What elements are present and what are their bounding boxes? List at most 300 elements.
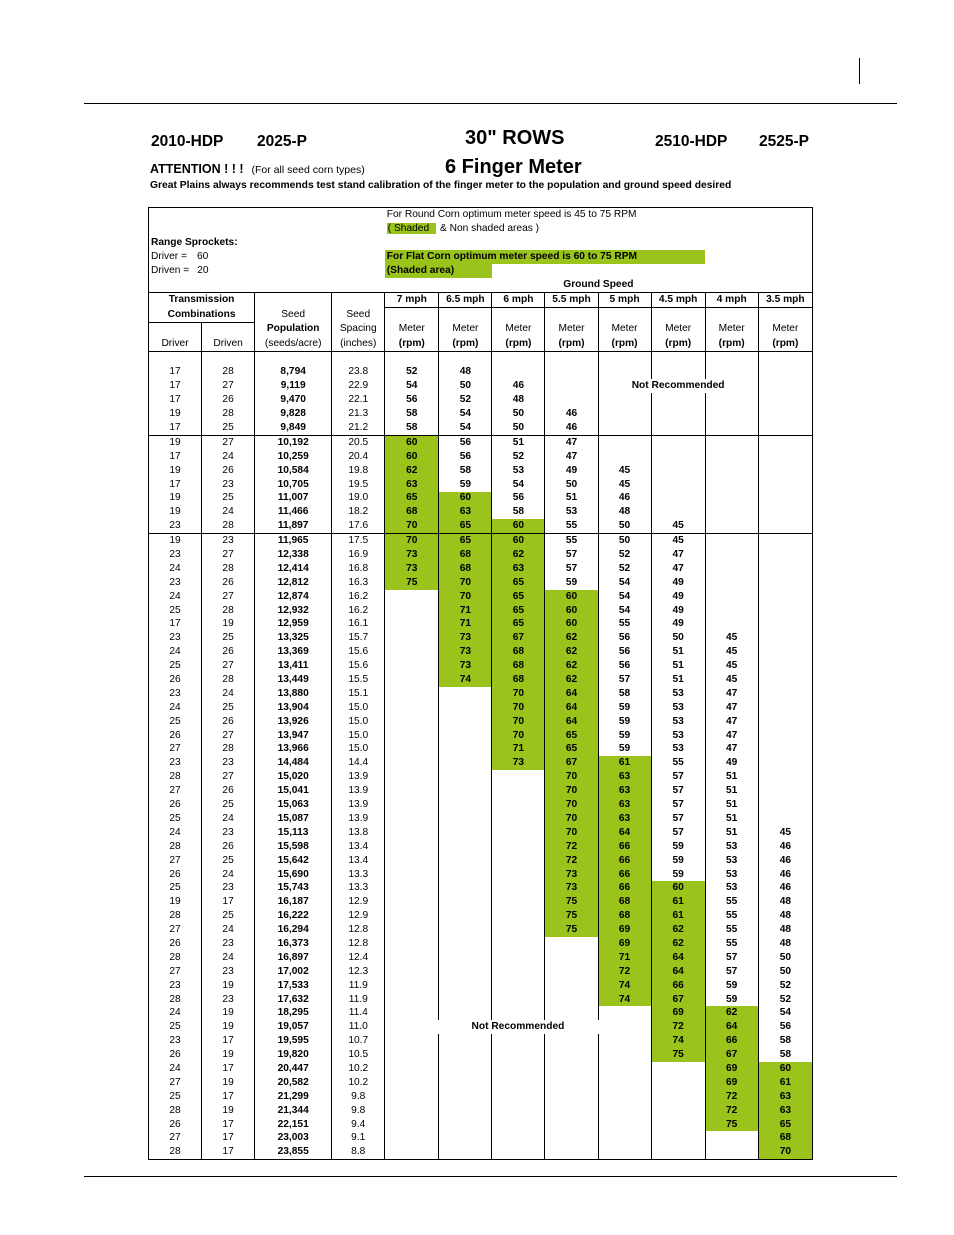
rpm-cell xyxy=(492,366,545,380)
driven-cell: 17 xyxy=(202,895,255,909)
table-row xyxy=(149,784,813,798)
driven-cell: 23 xyxy=(202,534,255,548)
driven-cell: 27 xyxy=(202,548,255,562)
population-cell: 10,705 xyxy=(255,478,332,492)
rpm-cell xyxy=(439,909,492,923)
rpm-cell: 59 xyxy=(545,576,598,590)
rpm-cell xyxy=(439,1062,492,1076)
rpm-cell xyxy=(385,1118,439,1132)
rpm-header: (rpm) xyxy=(545,337,598,352)
rpm-cell xyxy=(439,1048,492,1062)
rpm-cell: 52 xyxy=(758,993,812,1007)
population-cell: 15,113 xyxy=(255,826,332,840)
population-cell: 16,373 xyxy=(255,937,332,951)
driver-cell: 26 xyxy=(149,1118,202,1132)
driven-cell: 17 xyxy=(202,1118,255,1132)
spacing-cell: 16.8 xyxy=(332,562,385,576)
rpm-cell xyxy=(758,673,812,687)
rpm-cell xyxy=(758,366,812,380)
rpm-cell: 56 xyxy=(439,450,492,464)
spacing-cell: 12.3 xyxy=(332,965,385,979)
table-row xyxy=(149,1090,813,1104)
rpm-cell: 54 xyxy=(598,576,651,590)
rpm-cell xyxy=(385,909,439,923)
driven-cell: 23 xyxy=(202,756,255,770)
rpm-cell xyxy=(545,1118,598,1132)
info-blank xyxy=(385,236,813,250)
rpm-cell xyxy=(439,798,492,812)
rpm-cell: 62 xyxy=(385,464,439,478)
rpm-cell xyxy=(598,366,651,380)
rpm-cell xyxy=(651,421,705,435)
rpm-cell: 48 xyxy=(598,505,651,519)
info-blank xyxy=(149,222,385,236)
population-cell: 12,812 xyxy=(255,576,332,590)
rpm-cell xyxy=(651,393,705,407)
rpm-cell xyxy=(545,393,598,407)
rpm-cell: 64 xyxy=(545,701,598,715)
rpm-cell xyxy=(545,993,598,1007)
rpm-cell: 64 xyxy=(598,826,651,840)
rpm-cell: 59 xyxy=(598,715,651,729)
table-row xyxy=(149,464,813,478)
rpm-cell xyxy=(385,951,439,965)
spacing-cell: 15.0 xyxy=(332,743,385,757)
table-row xyxy=(149,798,813,812)
rpm-cell xyxy=(651,366,705,380)
spacing-cell: 10.2 xyxy=(332,1062,385,1076)
page-subtitle: 6 Finger Meter xyxy=(445,156,582,178)
meter-header: Meter xyxy=(598,322,651,337)
rpm-cell: 70 xyxy=(492,701,545,715)
rpm-cell: 62 xyxy=(545,659,598,673)
spacing-cell: 13.9 xyxy=(332,784,385,798)
driver-cell: 26 xyxy=(149,868,202,882)
rpm-cell xyxy=(439,812,492,826)
table-body xyxy=(149,208,813,1160)
rpm-cell: 72 xyxy=(705,1090,758,1104)
rpm-cell: 51 xyxy=(545,492,598,506)
ground-speed-label: Ground Speed xyxy=(385,278,813,293)
speed-header-3-5: 3.5 mph xyxy=(758,293,812,308)
driven-cell: 26 xyxy=(202,715,255,729)
table-row xyxy=(149,505,813,519)
driven-cell: 19 xyxy=(202,979,255,993)
population-header: Population xyxy=(255,322,332,337)
population-cell: 17,002 xyxy=(255,965,332,979)
speed-header-5-5: 5.5 mph xyxy=(545,293,598,308)
driver-cell: 24 xyxy=(149,701,202,715)
driven-cell: 17 xyxy=(202,1131,255,1145)
rpm-cell: 74 xyxy=(598,993,651,1007)
combinations-header: Combinations xyxy=(149,308,255,323)
rpm-cell: 59 xyxy=(705,979,758,993)
rpm-cell xyxy=(651,478,705,492)
population-cell: 11,897 xyxy=(255,519,332,533)
rpm-cell xyxy=(492,840,545,854)
driver-cell: 27 xyxy=(149,854,202,868)
table-row xyxy=(149,576,813,590)
footer-rule xyxy=(84,1176,897,1177)
rpm-cell xyxy=(545,1062,598,1076)
rpm-cell xyxy=(758,421,812,435)
rpm-cell xyxy=(705,435,758,449)
rpm-cell xyxy=(439,715,492,729)
rpm-cell xyxy=(545,1034,598,1048)
table-row xyxy=(149,421,813,435)
meter-header: Meter xyxy=(492,322,545,337)
rpm-cell: 52 xyxy=(492,450,545,464)
rpm-cell: 65 xyxy=(439,534,492,548)
header-blank xyxy=(332,293,385,308)
spacing-cell: 16.1 xyxy=(332,618,385,632)
rpm-cell xyxy=(598,1062,651,1076)
rpm-cell xyxy=(492,770,545,784)
driven-cell: 28 xyxy=(202,407,255,421)
rpm-cell: 54 xyxy=(385,379,439,393)
rpm-cell: 50 xyxy=(598,534,651,548)
rpm-cell: 54 xyxy=(598,604,651,618)
rpm-cell: 53 xyxy=(705,840,758,854)
rpm-cell: 65 xyxy=(492,576,545,590)
rpm-cell: 53 xyxy=(651,701,705,715)
rpm-cell xyxy=(492,812,545,826)
population-cell: 21,344 xyxy=(255,1104,332,1118)
rpm-cell: 51 xyxy=(651,673,705,687)
rpm-cell: 57 xyxy=(651,770,705,784)
rpm-cell: 71 xyxy=(439,604,492,618)
driver-cell: 24 xyxy=(149,645,202,659)
rpm-cell xyxy=(598,421,651,435)
table-row xyxy=(149,478,813,492)
rpm-cell: 50 xyxy=(439,379,492,393)
population-cell: 23,855 xyxy=(255,1145,332,1159)
rpm-cell: 54 xyxy=(758,1006,812,1020)
spacing-cell: 13.3 xyxy=(332,881,385,895)
speed-header-6-5: 6.5 mph xyxy=(439,293,492,308)
rpm-header: (rpm) xyxy=(651,337,705,352)
info-blank xyxy=(149,278,385,293)
range-sprockets-label: Range Sprockets: xyxy=(149,236,385,250)
rpm-cell: 75 xyxy=(545,923,598,937)
rpm-cell xyxy=(758,435,812,449)
population-cell: 15,020 xyxy=(255,770,332,784)
rpm-cell: 64 xyxy=(545,715,598,729)
rpm-cell xyxy=(439,1076,492,1090)
rpm-cell xyxy=(758,756,812,770)
info-blank xyxy=(705,250,812,264)
table-row xyxy=(149,729,813,743)
rpm-cell: 73 xyxy=(439,659,492,673)
rpm-cell: 53 xyxy=(651,715,705,729)
rpm-cell xyxy=(598,1104,651,1118)
rpm-cell xyxy=(758,784,812,798)
driver-cell: 27 xyxy=(149,1131,202,1145)
rpm-cell: 68 xyxy=(385,505,439,519)
population-cell: 22,151 xyxy=(255,1118,332,1132)
spacing-cell: 12.9 xyxy=(332,895,385,909)
rpm-cell xyxy=(758,534,812,548)
speed-header-4: 4 mph xyxy=(705,293,758,308)
rpm-cell: 46 xyxy=(758,854,812,868)
rpm-cell: 46 xyxy=(492,379,545,393)
rpm-cell xyxy=(705,534,758,548)
rpm-cell xyxy=(492,979,545,993)
rpm-cell: 63 xyxy=(598,798,651,812)
spacing-cell: 15.0 xyxy=(332,715,385,729)
rpm-cell xyxy=(598,1006,651,1020)
rpm-cell xyxy=(439,1090,492,1104)
rpm-cell: 62 xyxy=(492,548,545,562)
driver-cell: 19 xyxy=(149,895,202,909)
rpm-cell: 72 xyxy=(705,1104,758,1118)
rpm-cell xyxy=(598,1048,651,1062)
rpm-cell xyxy=(492,965,545,979)
rpm-cell: 48 xyxy=(758,909,812,923)
rpm-cell: 50 xyxy=(651,631,705,645)
rpm-cell: 73 xyxy=(385,562,439,576)
population-cell: 19,595 xyxy=(255,1034,332,1048)
rpm-cell xyxy=(598,1076,651,1090)
population-cell: 13,904 xyxy=(255,701,332,715)
info-blank xyxy=(255,250,385,264)
rpm-cell: 48 xyxy=(492,393,545,407)
rpm-cell xyxy=(492,854,545,868)
population-cell: 13,449 xyxy=(255,673,332,687)
rpm-cell: 63 xyxy=(598,812,651,826)
driven-cell: 28 xyxy=(202,743,255,757)
rpm-cell: 60 xyxy=(545,604,598,618)
rpm-cell xyxy=(492,909,545,923)
population-cell: 21,299 xyxy=(255,1090,332,1104)
rpm-cell: 68 xyxy=(439,562,492,576)
rpm-cell xyxy=(598,450,651,464)
driven-cell: 27 xyxy=(202,729,255,743)
rpm-cell xyxy=(439,840,492,854)
rpm-cell: 70 xyxy=(545,812,598,826)
population-cell: 9,828 xyxy=(255,407,332,421)
spacing-cell: 21.3 xyxy=(332,407,385,421)
rpm-cell xyxy=(758,812,812,826)
rpm-cell xyxy=(385,895,439,909)
spacing-cell: 14.4 xyxy=(332,756,385,770)
meter-header: Meter xyxy=(385,322,439,337)
rpm-cell: 56 xyxy=(439,435,492,449)
driven-cell: 28 xyxy=(202,673,255,687)
rpm-cell: 70 xyxy=(385,534,439,548)
rpm-cell: 72 xyxy=(651,1020,705,1034)
spacing-cell: 21.2 xyxy=(332,421,385,435)
table-row xyxy=(149,979,813,993)
driven-cell: 19 xyxy=(202,1104,255,1118)
rpm-cell xyxy=(758,604,812,618)
rpm-cell xyxy=(705,576,758,590)
transmission-header: Transmission xyxy=(149,293,255,308)
rpm-cell xyxy=(385,1062,439,1076)
driver-cell: 26 xyxy=(149,729,202,743)
rpm-cell xyxy=(651,1090,705,1104)
rpm-cell xyxy=(385,1145,439,1159)
spacing-cell: 11.0 xyxy=(332,1020,385,1034)
rpm-header: (rpm) xyxy=(758,337,812,352)
table-row xyxy=(149,1062,813,1076)
rpm-cell xyxy=(705,590,758,604)
driver-cell: 19 xyxy=(149,492,202,506)
spacing-cell: 9.8 xyxy=(332,1104,385,1118)
population-cell: 16,187 xyxy=(255,895,332,909)
rpm-cell: 49 xyxy=(705,756,758,770)
table-row xyxy=(149,868,813,882)
rpm-cell: 47 xyxy=(705,743,758,757)
rpm-cell: 55 xyxy=(651,756,705,770)
rpm-cell: 70 xyxy=(385,519,439,533)
rpm-cell xyxy=(385,1131,439,1145)
rpm-cell: 65 xyxy=(545,743,598,757)
spacing-cell: 18.2 xyxy=(332,505,385,519)
rpm-cell xyxy=(758,478,812,492)
rpm-cell: 48 xyxy=(439,366,492,380)
driven-header: Driven xyxy=(202,337,255,352)
rpm-cell xyxy=(598,1034,651,1048)
rpm-cell: 47 xyxy=(651,548,705,562)
rpm-cell xyxy=(385,979,439,993)
rpm-cell xyxy=(385,659,439,673)
driver-cell: 17 xyxy=(149,421,202,435)
rpm-cell: 58 xyxy=(385,421,439,435)
driven-cell: 25 xyxy=(202,631,255,645)
table-row xyxy=(149,393,813,407)
driver-cell: 19 xyxy=(149,534,202,548)
rpm-cell: 59 xyxy=(598,729,651,743)
rpm-cell: 58 xyxy=(758,1034,812,1048)
spacing-cell: 9.8 xyxy=(332,1090,385,1104)
rpm-cell: 57 xyxy=(705,951,758,965)
spacing-cell: 13.9 xyxy=(332,770,385,784)
spacing-cell: 20.5 xyxy=(332,435,385,449)
rpm-cell: 53 xyxy=(705,868,758,882)
meter-header: Meter xyxy=(758,322,812,337)
rpm-cell xyxy=(385,1104,439,1118)
driver-cell: 23 xyxy=(149,576,202,590)
driver-cell: 28 xyxy=(149,909,202,923)
driver-cell: 19 xyxy=(149,464,202,478)
rpm-cell xyxy=(439,826,492,840)
rpm-cell: 49 xyxy=(545,464,598,478)
rpm-cell xyxy=(758,464,812,478)
rpm-cell: 74 xyxy=(651,1034,705,1048)
table-row xyxy=(149,645,813,659)
table-row xyxy=(149,743,813,757)
table-row xyxy=(149,548,813,562)
rpm-cell: 73 xyxy=(492,756,545,770)
spacing-cell: 15.6 xyxy=(332,645,385,659)
spacing-cell: 10.2 xyxy=(332,1076,385,1090)
rpm-cell: 60 xyxy=(385,450,439,464)
rpm-cell: 60 xyxy=(758,1062,812,1076)
driver-cell: 19 xyxy=(149,407,202,421)
flat-corn-shaded-note: (Shaded area) xyxy=(385,264,492,278)
driven-cell: 26 xyxy=(202,576,255,590)
rpm-cell: 57 xyxy=(545,562,598,576)
driven-cell: 27 xyxy=(202,435,255,449)
rpm-cell xyxy=(492,895,545,909)
driven-cell: 28 xyxy=(202,366,255,380)
spacing-cell: 15.6 xyxy=(332,659,385,673)
rpm-cell: 56 xyxy=(598,645,651,659)
driver-cell: 27 xyxy=(149,1076,202,1090)
rpm-cell xyxy=(439,923,492,937)
rpm-cell: 51 xyxy=(705,826,758,840)
rpm-cell xyxy=(385,715,439,729)
rpm-cell: 64 xyxy=(705,1020,758,1034)
table-row xyxy=(149,854,813,868)
rpm-cell: 52 xyxy=(598,548,651,562)
rpm-cell: 46 xyxy=(758,840,812,854)
rpm-cell: 51 xyxy=(492,435,545,449)
rpm-cell xyxy=(492,951,545,965)
driver-cell: 25 xyxy=(149,1020,202,1034)
rpm-cell xyxy=(758,701,812,715)
spacing-cell: 10.5 xyxy=(332,1048,385,1062)
spacing-cell: 13.4 xyxy=(332,854,385,868)
rpm-cell xyxy=(545,979,598,993)
driver-cell: 24 xyxy=(149,562,202,576)
driver-sprocket xyxy=(149,250,255,264)
rpm-cell xyxy=(651,407,705,421)
table-row xyxy=(149,687,813,701)
rpm-cell: 70 xyxy=(545,784,598,798)
rpm-cell xyxy=(758,450,812,464)
table-row xyxy=(149,1006,813,1020)
rpm-cell xyxy=(705,478,758,492)
rpm-cell: 62 xyxy=(545,673,598,687)
driven-cell: 27 xyxy=(202,590,255,604)
rpm-cell: 63 xyxy=(758,1090,812,1104)
rpm-cell xyxy=(705,548,758,562)
rpm-cell: 56 xyxy=(598,659,651,673)
rpm-cell: 61 xyxy=(598,756,651,770)
rpm-cell: 67 xyxy=(492,631,545,645)
rpm-cell: 49 xyxy=(651,576,705,590)
rpm-cell: 55 xyxy=(705,937,758,951)
driver-cell: 25 xyxy=(149,1090,202,1104)
driven-cell: 17 xyxy=(202,1090,255,1104)
rpm-cell xyxy=(385,826,439,840)
rpm-cell: 55 xyxy=(705,909,758,923)
driven-cell: 19 xyxy=(202,618,255,632)
rpm-cell: 45 xyxy=(651,519,705,533)
driver-cell: 26 xyxy=(149,1048,202,1062)
driven-cell: 24 xyxy=(202,951,255,965)
driver-cell: 24 xyxy=(149,590,202,604)
population-cell: 11,466 xyxy=(255,505,332,519)
table-row xyxy=(149,590,813,604)
driver-cell: 28 xyxy=(149,951,202,965)
rpm-cell xyxy=(385,840,439,854)
rpm-cell: 63 xyxy=(758,1104,812,1118)
rpm-cell: 64 xyxy=(651,951,705,965)
rpm-cell: 60 xyxy=(545,618,598,632)
driver-cell: 24 xyxy=(149,1006,202,1020)
shaded-legend xyxy=(385,222,813,236)
population-cell: 11,007 xyxy=(255,492,332,506)
driver-cell: 27 xyxy=(149,965,202,979)
rpm-cell xyxy=(439,1104,492,1118)
population-cell: 15,087 xyxy=(255,812,332,826)
driver-cell: 28 xyxy=(149,1145,202,1159)
table-row xyxy=(149,534,813,548)
driven-cell: 27 xyxy=(202,770,255,784)
